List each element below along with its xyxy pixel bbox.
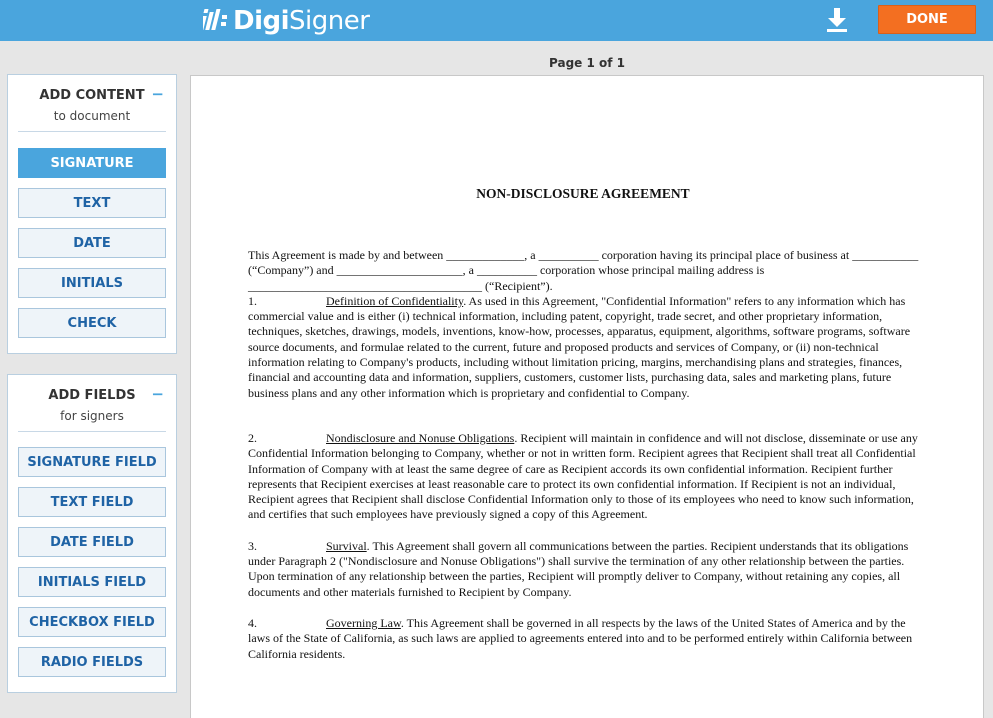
- collapse-add-content-icon[interactable]: −: [151, 85, 164, 103]
- initials-button[interactable]: INITIALS: [18, 268, 166, 298]
- top-bar: [0, 0, 993, 41]
- logo-text: DigiSigner: [233, 6, 370, 36]
- date-button[interactable]: DATE: [18, 228, 166, 258]
- add-content-title: ADD CONTENT: [39, 88, 145, 103]
- section-heading: Definition of Confidentiality: [326, 293, 464, 308]
- add-fields-title: ADD FIELDS: [48, 388, 136, 403]
- section-3: [248, 539, 920, 600]
- document-body: [248, 248, 920, 662]
- check-button[interactable]: CHECK: [18, 308, 166, 338]
- initials-field-button[interactable]: INITIALS FIELD: [18, 567, 166, 597]
- collapse-add-fields-icon[interactable]: −: [151, 385, 164, 403]
- download-icon: [822, 5, 852, 35]
- date-field-button[interactable]: DATE FIELD: [18, 527, 166, 557]
- section-heading: Survival: [326, 538, 367, 553]
- document-page[interactable]: [190, 75, 984, 718]
- add-content-header: [8, 75, 176, 123]
- section-number: 2.: [248, 430, 257, 445]
- signature-field-button[interactable]: SIGNATURE FIELD: [18, 447, 166, 477]
- signature-button[interactable]: SIGNATURE: [18, 148, 166, 178]
- section-text: . As used in this Agreement, "Confidential Information" refers to any information which has commercial value and is either (i) technical information, including patent, copyright, trade secret, and other proprietary information, techniques, sketches, drawings, models, inventions, know-how, processes, apparatus, equipment, algorithms, software programs, software source documents, and formulae related to the current, future and proposed products and services of Company, or (ii) non-technical information relating to Company's products, including without limitation pricing, margins, merchandising plans and strategies, finances, financial and accounting data and information, suppliers, customers, customer lists, purchasing data, sales and marketing plans, future business plans and any other information which is proprietary and confidential to Company.: [248, 293, 911, 400]
- add-content-panel: [7, 74, 177, 354]
- checkbox-field-button[interactable]: CHECKBOX FIELD: [18, 607, 166, 637]
- radio-fields-button[interactable]: RADIO FIELDS: [18, 647, 166, 677]
- section-number: 4.: [248, 615, 257, 630]
- section-text: . Recipient will maintain in confidence and will not disclose, disseminate or use any Confidential Information belonging to Company, whether or not in written form. Recipient agrees that Recipient shall treat all Confidential Information of Company with at least the same degree of care as Recipient accords its own confidential information. Recipient further represents that Recipient exercises at least reasonable care to protect its own confidential information. If Recipient is not an individual, Recipient agrees that Recipient shall disclose Confidential Information only to those of its employees who need to know such information, and certifies that such employees have previously signed a copy of this Agreement.: [248, 430, 918, 522]
- section-2: [248, 431, 920, 523]
- section-number: 3.: [248, 538, 257, 553]
- section-heading: Nondisclosure and Nonuse Obligations: [326, 430, 515, 445]
- section-number: 1.: [248, 293, 257, 308]
- add-content-subtitle: to document: [53, 109, 131, 123]
- logo-mark-icon: [203, 7, 229, 35]
- document-title: NON-DISCLOSURE AGREEMENT: [476, 186, 690, 201]
- digisigner-logo[interactable]: [203, 4, 369, 38]
- add-fields-panel: [7, 374, 177, 693]
- add-fields-header: [8, 375, 176, 423]
- panel-divider: [18, 431, 166, 432]
- intro-paragraph: This Agreement is made by and between _____________, a __________ corporation having its principal place of business at ___________ (“Company”) and _____________________, a __________ corporation whose principal mailing address is _______________________________________ (“Recipient”).: [248, 248, 919, 293]
- panel-divider: [18, 131, 166, 132]
- text-button[interactable]: TEXT: [18, 188, 166, 218]
- section-4: [248, 616, 920, 662]
- section-text: . This Agreement shall be governed in all respects by the laws of the United States of America and by the laws of the State of California, as such laws are applied to agreements entered into and to be performed entirely within California between California residents.: [248, 615, 913, 661]
- download-button[interactable]: [822, 5, 852, 35]
- add-fields-subtitle: for signers: [60, 409, 124, 423]
- section-1: [248, 294, 920, 401]
- done-button[interactable]: DONE: [878, 5, 976, 34]
- section-heading: Governing Law: [326, 615, 401, 630]
- text-field-button[interactable]: TEXT FIELD: [18, 487, 166, 517]
- section-text: . This Agreement shall govern all communications between the parties. Recipient understands that its obligations under Paragraph 2 ("Nondisclosure and Nonuse Obligations") shall survive the termination of any other relationship between the parties. Upon termination of any relationship between the parties, Recipient will promptly deliver to Company, without retaining any copies, all documents and other materials furnished to Recipient by Company.: [248, 538, 909, 599]
- page-indicator: Page 1 of 1: [549, 56, 625, 70]
